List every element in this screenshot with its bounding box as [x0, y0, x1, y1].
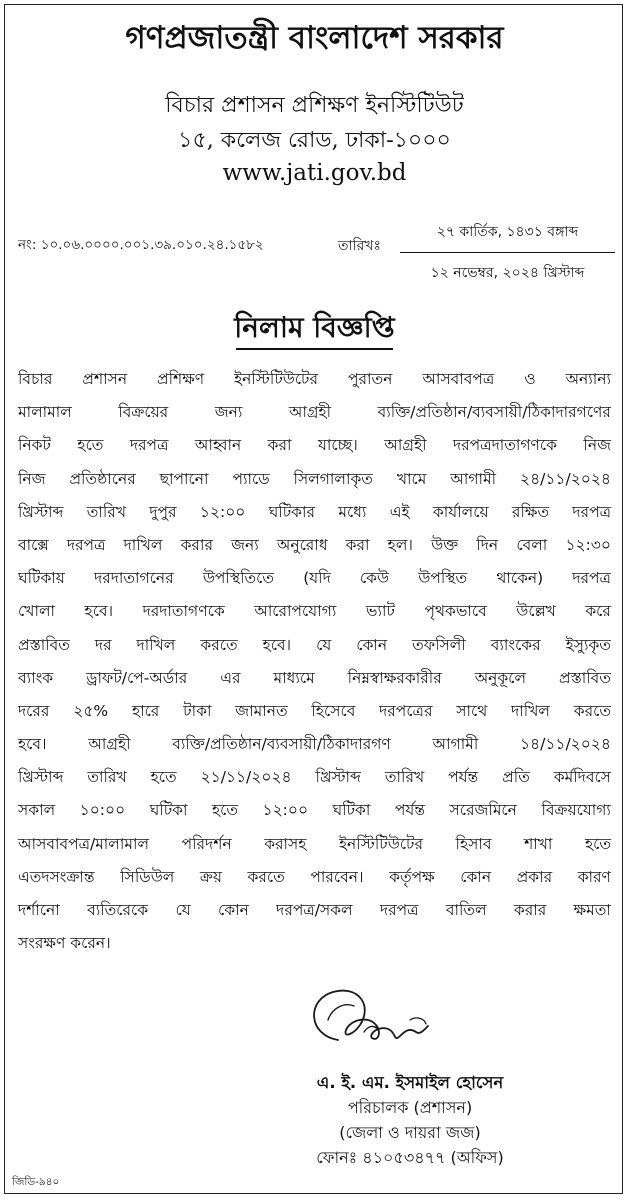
signatory-rank: (জেলা ও দায়রা জজ)	[339, 1123, 481, 1142]
notice-body-line: খোলা হবে। দরদাতাগণকে আরোপযোগ্য ভ্যাট পৃথকভাবে উল্লেখ করে	[18, 602, 611, 621]
date-gregorian-calendar: ১২ নভেম্বর, ২০২৪ খ্রিস্টাব্দ	[430, 265, 585, 281]
notice-body-line: মালামাল বিক্রয়ের জন্য আগ্রহী ব্যক্তি/প্রতিষ্ঠান/ব্যবসায়ী/ঠিকাদারগণের	[18, 403, 611, 422]
notice-body-line: আসবাবপত্র/মালামাল পরিদর্শন করাসহ ইনস্টিটিউটের হিসাব শাখা হতে	[18, 834, 611, 853]
notice-body-line: দর্শানো ব্যতিরেকে যে কোন দরপত্র/সকল দরপত্র বাতিল করার ক্ষমতা	[18, 901, 611, 919]
signatory-phone: ফোনঃ ৪১০৫৩৪৭৭ (অফিস)	[316, 1148, 504, 1167]
notice-title: নিলাম বিজ্ঞপ্তি	[234, 311, 395, 344]
institute-name: বিচার প্রশাসন প্রশিক্ষণ ইনস্টিটিউট	[165, 93, 464, 118]
notice-body-line: দরের ২৫% হারে টাকা জামানত হিসেবে দরপত্রের সাথে দাখিল করতে	[18, 701, 611, 720]
government-heading: গণপ্রজাতন্ত্রী বাংলাদেশ সরকার	[125, 20, 504, 56]
notice-body-line: খ্রিস্টাব্দ তারিখ দুপুর ১২:০০ ঘটিকার মধ্যে এই কার্যালয়ে রক্ষিত দরপত্র	[18, 502, 611, 521]
notice-body-line: নিজ প্রতিষ্ঠানের ছাপানো প্যাডে সিলগালাকৃত খামে আগামী ২৪/১১/২০২৪	[18, 469, 611, 488]
date-divider	[400, 252, 615, 253]
notice-body-line: হবে। আগ্রহী ব্যক্তি/প্রতিষ্ঠান/ব্যবসায়ী/ঠিকাদারগণ আগামী ১৪/১১/২০২৪	[18, 735, 611, 754]
institute-address: ১৫, কলেজ রোড, ঢাকা-১০০০	[178, 128, 451, 153]
notice-body-line: সংরক্ষণ করেন।	[18, 934, 111, 953]
date-bengali-calendar: ২৭ কার্তিক, ১৪৩১ বঙ্গাব্দ	[436, 224, 579, 240]
signatory-designation: পরিচালক (প্রশাসন)	[347, 1098, 473, 1117]
date-label: তারিখঃ	[338, 238, 381, 254]
notice-body	[18, 363, 611, 960]
notice-body-line: ঘটিকায় দরদাতাগনের উপস্থিতিতে (যদি কেউ উপস্থিত থাকেন) দরপত্র	[18, 569, 611, 588]
notice-body-line: সকাল ১০:০০ ঘটিকা হতে ১২:০০ ঘটিকা পর্যন্ত সরেজমিনে বিক্রয়যোগ্য	[18, 801, 611, 820]
notice-body-line: ব্যাংক ড্রাফট/পে-অর্ডার এর মাধ্যমে নিম্নস্বাক্ষরকারীর অনুকূলে প্রস্তাবিত	[18, 668, 611, 687]
gd-code: জিডি-৯৪০	[12, 1176, 60, 1188]
notice-body-line: বাক্সে দরপত্র দাখিল করার জন্য অনুরোধ করা হল। উক্ত দিন বেলা ১২:৩০	[18, 535, 611, 554]
signatory-block	[260, 1070, 560, 1170]
signatory-name: এ. ই. এম. ইসমাইল হোসেন	[316, 1073, 504, 1092]
notice-body-line: প্রস্তাবিত দর দাখিল করতে হবে। যে কোন তফসিলী ব্যাংকের ইস্যুকৃত	[18, 635, 611, 654]
memo-number: নং: ১০.০৬.০০০০.০০১.৩৯.০১০.২৪.১৫৮২	[18, 237, 264, 253]
notice-body-line: এতদসংক্রান্ত সিডিউল ক্রয় করতে পারবেন। কর্তৃপক্ষ কোন প্রকার কারণ	[18, 867, 611, 886]
notice-body-line: খ্রিস্টাব্দ তারিখ হতে ২১/১১/২০২৪ খ্রিস্টাব্দ তারিখ পর্যন্ত প্রতি কর্মদিবসে	[18, 768, 611, 787]
notice-body-line: বিচার প্রশাসন প্রশিক্ষণ ইনস্টিটিউটের পুরাতন আসবাবপত্র ও অন্যান্য	[18, 370, 611, 388]
notice-title-underline	[236, 348, 393, 350]
website-link[interactable]: www.jati.gov.bd	[222, 160, 407, 186]
notice-body-line: নিকট হতে দরপত্র আহ্বান করা যাচ্ছে। আগ্রহী দরপত্রদাতাগণকে নিজ	[18, 436, 611, 455]
signature-image	[298, 980, 448, 1060]
